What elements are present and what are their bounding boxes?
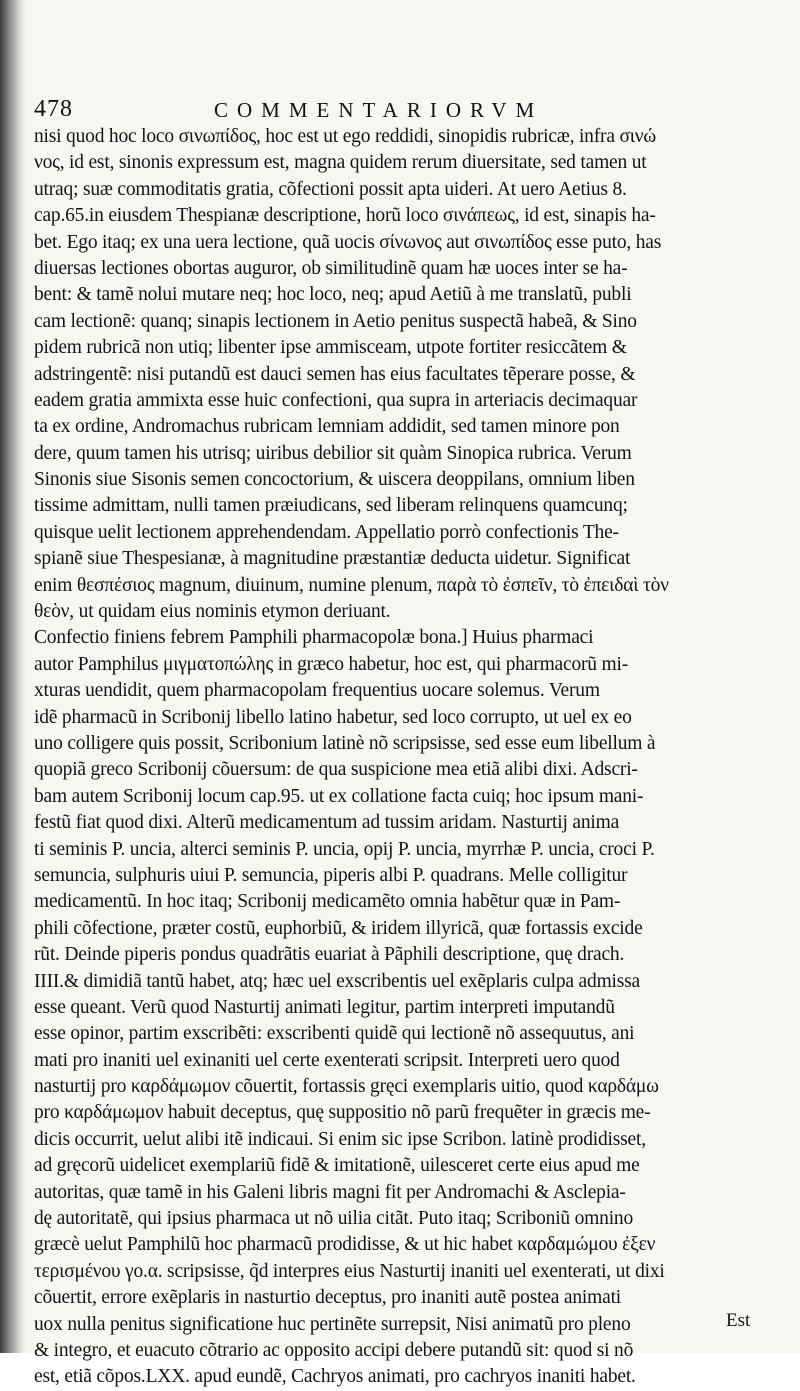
text-line: cõuertit, errore exẽplaris in nasturtio deceptus, pro inaniti autẽ postea animati (34, 1287, 622, 1309)
text-line: Sinonis siue Sisonis semen concoctorium, & uiscera deoppilans, omnium liben (34, 469, 635, 491)
text-line: adstringentẽ: nisi putandũ est dauci semen has eius facultates tẽperare posse, & (34, 363, 636, 385)
text-line: τερισμένου γο.α. scripsisse, q̃d interpres eius Nasturtij inaniti uel exenterati, ut dixi (34, 1260, 665, 1282)
text-line: νος, id est, sinonis expressum est, magna quidem rerum diuersitate, sed tamen ut (34, 152, 647, 174)
text-line: dę autoritatẽ, qui ipsius pharmaca ut nõ uilia citãt. Puto itaq; Scriboniũ omnino (34, 1208, 634, 1230)
text-line: est, etiã cõpos.LXX. apud eundẽ, Cachryos animati, pro cachryos inaniti habet. (34, 1366, 636, 1388)
text-line: quisque uelit lectionem apprehendendam. Appellatio porrò confectionis The- (34, 521, 619, 543)
text-line: phili cõfectione, præter costũ, euphorbiũ, & iridem illyricã, quæ fortassis excide (34, 917, 643, 939)
text-line: autor Pamphilus μιγματοπώλης in græco habetur, hoc est, qui pharmacorũ mi- (34, 653, 629, 675)
text-line: θεὸν, ut quidam eius nominis etymon deriuant. (34, 601, 391, 623)
text-line: uno colligere quis possit, Scribonium latinè nõ scripsisse, sed esse eum libellum à (34, 732, 656, 754)
text-line: esse queant. Verũ quod Nasturtij animati legitur, partim interpreti imputandũ (34, 996, 615, 1018)
text-line: nasturtij pro καρδάμωμον cõuertit, fortassis gręci exemplaris uitio, quod καρδάμω (34, 1076, 659, 1098)
page-header (34, 96, 764, 126)
text-line: pro καρδάμωμον habuit deceptus, quę suppositio nõ parũ frequẽter in græcis me- (34, 1102, 651, 1124)
text-line: enim θεσπέσιος magnum, diuinum, numine plenum, παρὰ τὸ ἐσπεῖν, τὸ ἐπειδαὶ τὸν (34, 574, 669, 596)
catchword: Est (726, 1310, 751, 1331)
text-line: dere, quum tamen his utrisq; uiribus debilior sit quàm Sinopica rubrica. Verum (34, 442, 632, 464)
page-gutter-shadow (0, 0, 26, 1353)
text-line: cam lectionẽ: quanq; sinapis lectionem in Aetio penitus suspectã habeã, & Sino (34, 310, 637, 332)
text-line: bent: & tamẽ nolui mutare neq; hoc loco, neq; apud Aetiũ à me translatũ, publi (34, 284, 632, 306)
text-line: mati pro inaniti uel exinaniti uel certe exenterati scripsit. Interpreti uero quod (34, 1049, 620, 1071)
text-line: uox nulla penitus significatione huc pertinẽte surrepsit, Nisi animatũ pro pleno (34, 1313, 631, 1335)
body-text (34, 124, 766, 1391)
text-line: bam autem Scribonij locum cap.95. ut ex collatione facta cuiq; hoc ipsum mani- (34, 785, 644, 807)
text-line: diuersas lectiones obortas auguror, ob similitudinẽ quam hæ uoces inter se ha- (34, 257, 628, 279)
text-line: IIII.& dimidiã tantũ habet, atq; hæc uel exscribentis uel exẽplaris culpa admissa (34, 970, 640, 992)
text-line: semuncia, sulphuris uiui P. semuncia, piperis albi P. quadrans. Melle colligitur (34, 864, 628, 886)
text-line: autoritas, quæ tamẽ in his Galeni libris magni fit per Andromachi & Asclepia- (34, 1181, 626, 1203)
text-line: esse opinor, partim exscribẽti: exscribenti quidẽ qui lectionẽ nõ assequutus, ani (34, 1023, 635, 1045)
text-line: bet. Ego itaq; ex una uera lectione, quã uocis σίνωνος aut σινωπίδος esse puto, has (34, 231, 662, 253)
text-line: ta ex ordine, Andromachus rubricam lemniam addidit, sed tamen minore pon (34, 416, 620, 438)
text-line: cap.65.in eiusdem Thespianæ descriptione, horũ loco σινάπεως, id est, sinapis ha- (34, 205, 656, 227)
text-line: græcè uelut Pamphilũ hoc pharmacũ prodidisse, & ut hic habet καρδαμώμου ἐξεν (34, 1234, 656, 1256)
text-line: Confectio finiens febrem Pamphili pharmacopolæ bona.] Huius pharmaci (34, 627, 594, 649)
text-line: eadem gratia ammixta esse huic confectioni, qua supra in arteriacis decimaquar (34, 389, 638, 411)
text-line: quopiã greco Scribonij cõuersum: de qua suspicione mea etiã alibi dixi. Adscri- (34, 759, 638, 781)
text-line: rũt. Deinde piperis pondus quadrãtis euariat à Pãphili descriptione, quę drach. (34, 944, 625, 966)
text-line: tissime admittam, nulli tamen præiudicans, sed liberam relinquens quamcunq; (34, 495, 628, 517)
text-line: pidem rubricã non utiq; libenter ipse ammiscеam, utpote fortiter resiccãtem & (34, 337, 627, 359)
text-line: xturas uendidit, quem pharmacopolam frequentius uocare solemus. Verum (34, 680, 600, 702)
text-line: idẽ pharmacũ in Scribonij libello latino habetur, sed loco corrupto, ut uel ex eo (34, 706, 632, 728)
text-line: utraq; suæ commoditatis gratia, cõfectioni possit apta uideri. At uero Aetius 8. (34, 178, 627, 200)
running-title: COMMENTARIORVM (214, 98, 544, 122)
text-line: festũ fiat quod dixi. Alterũ medicamentum ad tussim aridam. Nasturtij anima (34, 812, 620, 834)
text-line: & integro, et euacuto cõtrario ac opposito accipi debere putandũ sit: quod si nõ (34, 1339, 634, 1361)
text-line: dicis occurrit, uelut alibi itẽ indicaui. Si enim sic ipse Scribon. latinè prodidisset, (34, 1128, 646, 1150)
text-line: medicamentũ. In hoc itaq; Scribonij medicamẽto omnia habẽtur quæ in Pam- (34, 891, 621, 913)
text-line: nisi quod hoc loco σινωπίδος, hoc est ut ego reddidi, sinopidis rubricæ, infra σινώ (34, 126, 657, 147)
page-number: 478 (34, 96, 73, 122)
text-line: ad gręcorũ uidelicet exemplariũ fidẽ & imitationẽ, uilesceret certe eius apud me (34, 1155, 640, 1177)
text-line: spianẽ siue Thespesianæ, à magnitudine præstantiæ deducta uidetur. Significat (34, 548, 631, 570)
text-line: ti seminis P. uncia, alterci seminis P. uncia, opij P. uncia, myrrhæ P. uncia, croci P. (34, 838, 655, 860)
